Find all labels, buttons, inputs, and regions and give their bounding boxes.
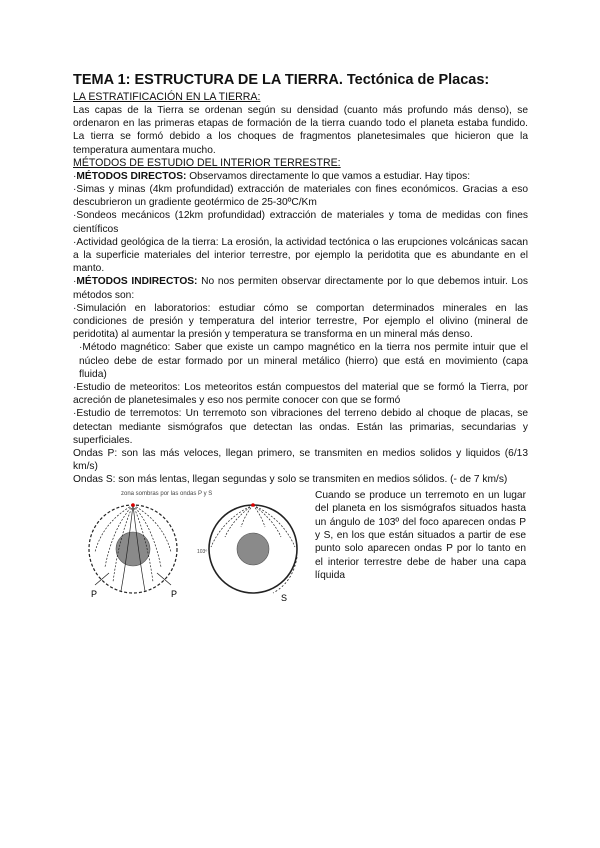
paragraph-sondeos: ·Sondeos mecánicos (12km profundidad) extracción de materiales y toma de medidas con fines científicos xyxy=(73,210,528,235)
paragraph-simulacion: ·Simulación en laboratorios: estudiar cómo se comportan determinados minerales en las condiciones de presión y temperatura del interior terrestre, Por ejemplo el olivino (mineral de peridotita) al aumentar la presión y temperatura se transforma en un mineral más denso. xyxy=(73,302,528,341)
paragraph-actividad: ·Actividad geológica de la tierra: La erosión, la actividad tectónica o las erupciones volcánicas sacan a la superficie materiales del interior terrestre, por ejemplo la peridotita que es abundante en el manto. xyxy=(73,236,528,275)
label-angle: 103º xyxy=(197,548,208,555)
earth-diagram-s xyxy=(197,503,297,603)
label-p-right: P xyxy=(171,588,178,599)
paragraph-ondas-p: Ondas P: son las más veloces, llegan primero, se transmiten en medios solidos y liquidos (6/13 km/s) xyxy=(73,448,528,473)
paragraph-cuando: Cuando se produce un terremoto en un lugar del planeta en los sismógrafos situados hasta un ángulo de 103º del foco aparecen ondas P y S, en los que están situados a partir de ese punto solo aparecen ondas P por lo tanto en el interior terrestre debe de haber una capa líquida xyxy=(315,489,526,582)
section-heading-metodos: MÉTODOS DE ESTUDIO DEL INTERIOR TERRESTRE: xyxy=(73,156,341,169)
directos-text: Observamos directamente lo que vamos a estudiar. Hay tipos: xyxy=(186,170,471,182)
directos-label: MÉTODOS DIRECTOS: xyxy=(76,170,187,182)
paragraph-meteoritos: ·Estudio de meteoritos: Los meteoritos están compuestos del material que se formó la Tierra, por acreción de planetesimales y eso nos permite conocer con que se formó xyxy=(73,382,528,407)
paragraph-directos: ·MÉTODOS DIRECTOS: Observamos directamente lo que vamos a estudiar. Hay tipos: xyxy=(73,170,471,182)
figure-side-text xyxy=(315,489,526,583)
paragraph-magnetico: ·Método magnético: Saber que existe un campo magnético en la tierra nos permite intuir que el núcleo debe de estar formado por un mineral metálico (hierro) que está en movimiento (capa fluida) xyxy=(79,342,528,380)
paragraph-estratificacion: Las capas de la Tierra se ordenan según su densidad (cuanto más profundo más denso), se ordenaron en las primeras etapas de formación de la tierra cuando todo el planeta estaba fundido. La tierra se formó debido a los choques de fragmentos planetesimales que hicieron que la temperatura aumentara mucho. xyxy=(73,105,528,156)
paragraph-terremotos: ·Estudio de terremotos: Un terremoto son vibraciones del terreno debido al choque de placas, se detectan mediante sismógrafos que detectan las ondas. Están las primarias, secundarias y superficiales. xyxy=(73,408,528,446)
indirectos-label: MÉTODOS INDIRECTOS: xyxy=(76,276,198,288)
paragraph-ondas-s: Ondas S: son más lentas, llegan segundas y solo se transmiten en medios sólidos. (- de 7 km/s) xyxy=(73,474,508,486)
figure-row xyxy=(73,489,528,609)
label-p-left: P xyxy=(91,588,98,599)
paragraph-indirectos: ·MÉTODOS INDIRECTOS: No nos permiten observar directamente por lo que debemos intuir. Los métodos son: xyxy=(73,276,528,301)
label-s: S xyxy=(281,592,288,603)
earth-diagram-p xyxy=(89,503,177,599)
seismic-waves-diagram xyxy=(83,497,308,609)
document-page xyxy=(73,72,528,609)
indirectos-text: No nos permiten observar directamente por lo que debemos intuir. Los métodos son: xyxy=(73,276,528,301)
figure-caption: zona sombras por las ondas P y S xyxy=(121,490,213,497)
page-title: TEMA 1: ESTRUCTURA DE LA TIERRA. Tectónica de Placas: xyxy=(73,72,490,88)
section-heading-estratificacion: LA ESTRATIFICACIÓN EN LA TIERRA: xyxy=(73,91,261,103)
paragraph-simas: ·Simas y minas (4km profundidad) extracción de materiales con fines económicos. Gracias a eso descubrieron un gradiente geotérmico de 25-30ºC/Km xyxy=(73,184,528,209)
